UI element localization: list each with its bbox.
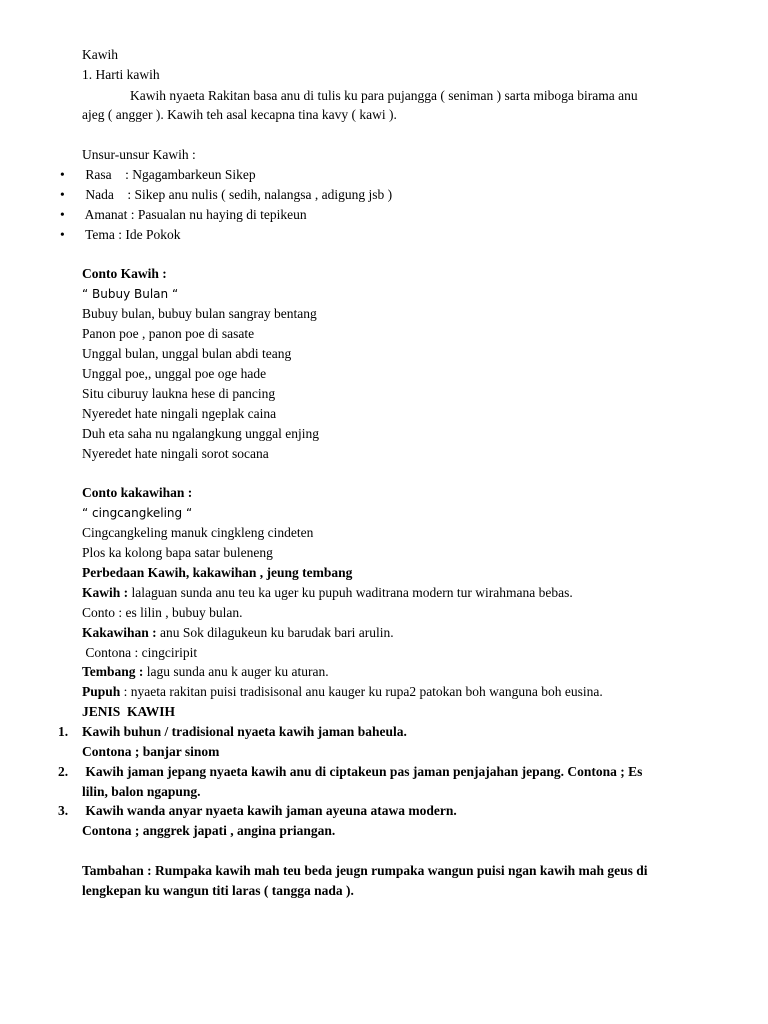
list-number: 1. bbox=[58, 724, 69, 739]
term-kakawihan: Kakawihan : bbox=[82, 625, 157, 640]
term-kawih: Kawih : bbox=[82, 585, 129, 600]
section-harti-heading: 1. Harti kawih bbox=[82, 67, 160, 82]
lyric-line: Panon poe , panon poe di sasate bbox=[82, 326, 255, 341]
conto-kakawihan-heading: Conto kakawihan : bbox=[82, 485, 193, 500]
harti-paragraph-line-2: ajeg ( angger ). Kawih teh asal kecapna tina kavy ( kawi ). bbox=[82, 107, 397, 122]
lyric-line: Duh eta saha nu ngalangkung unggal enjing bbox=[82, 426, 319, 441]
jenis-kawih-heading: JENIS KAWIH bbox=[82, 704, 176, 719]
definition-tembang bbox=[82, 662, 329, 682]
lyric-line: Unggal bulan, unggal bulan abdi teang bbox=[82, 346, 292, 361]
unsur-item-rasa: Rasa : Ngagambarkeun Sikep bbox=[82, 167, 256, 182]
lyric-line: Cingcangkeling manuk cingkleng cindeten bbox=[82, 525, 314, 540]
definition-text: lalaguan sunda anu teu ka uger ku pupuh waditrana modern tur wirahmana bebas. bbox=[128, 585, 573, 600]
definition-text: : nyaeta rakitan puisi tradisisonal anu kauger ku rupa2 patokan boh wanguna boh eusina. bbox=[120, 684, 603, 699]
definition-kakawihan bbox=[82, 623, 394, 643]
bullet-icon: • bbox=[60, 207, 65, 222]
jenis-item-line: Kawih jaman jepang nyaeta kawih anu di ciptakeun pas jaman penjajahan jepang. Contona ; Es bbox=[82, 764, 643, 779]
term-pupuh: Pupuh bbox=[82, 684, 121, 699]
definition-kawih bbox=[82, 583, 573, 603]
tambahan-line-1: Tambahan : Rumpaka kawih mah teu beda jeugn rumpaka wangun puisi ngan kawih mah geus di bbox=[82, 863, 648, 878]
definition-text: anu Sok dilagukeun ku barudak bari arulin. bbox=[156, 625, 394, 640]
song-title-cingcangkeling: “ cingcangkeling “ bbox=[82, 506, 193, 520]
conto-kawih-heading: Conto Kawih : bbox=[82, 266, 167, 281]
list-number: 3. bbox=[58, 803, 69, 818]
definition-text: lagu sunda anu k auger ku aturan. bbox=[143, 664, 329, 679]
unsur-item-tema: Tema : Ide Pokok bbox=[82, 227, 181, 242]
example-kawih: Conto : es lilin , bubuy bulan. bbox=[82, 605, 243, 620]
example-kakawihan: Contona : cingciripit bbox=[82, 645, 198, 660]
bullet-icon: • bbox=[60, 227, 65, 242]
bullet-icon: • bbox=[60, 167, 65, 182]
document-title: Kawih bbox=[82, 47, 118, 62]
harti-paragraph-line-1: Kawih nyaeta Rakitan basa anu di tulis ku para pujangga ( seniman ) sarta miboga birama anu bbox=[130, 88, 638, 103]
jenis-item-line: Contona ; anggrek japati , angina priangan. bbox=[82, 823, 336, 838]
jenis-item-line: lilin, balon ngapung. bbox=[82, 784, 201, 799]
perbedaan-heading: Perbedaan Kawih, kakawihan , jeung tembang bbox=[82, 565, 353, 580]
tambahan-line-2: lengkepan ku wangun titi laras ( tangga nada ). bbox=[82, 883, 354, 898]
unsur-item-amanat: Amanat : Pasualan nu haying di tepikeun bbox=[82, 207, 307, 222]
lyric-line: Plos ka kolong bapa satar buleneng bbox=[82, 545, 273, 560]
unsur-heading: Unsur-unsur Kawih : bbox=[82, 147, 196, 162]
lyric-line: Nyeredet hate ningali ngeplak caina bbox=[82, 406, 277, 421]
definition-pupuh bbox=[82, 682, 603, 702]
lyric-line: Situ ciburuy laukna hese di pancing bbox=[82, 386, 276, 401]
song-title-bubuy-bulan: “ Bubuy Bulan “ bbox=[82, 287, 179, 301]
list-number: 2. bbox=[58, 764, 69, 779]
lyric-line: Unggal poe,, unggal poe oge hade bbox=[82, 366, 267, 381]
jenis-item-line: Contona ; banjar sinom bbox=[82, 744, 220, 759]
jenis-item-line: Kawih wanda anyar nyaeta kawih jaman ayeuna atawa modern. bbox=[82, 803, 457, 818]
lyric-line: Nyeredet hate ningali sorot socana bbox=[82, 446, 269, 461]
lyric-line: Bubuy bulan, bubuy bulan sangray bentang bbox=[82, 306, 317, 321]
unsur-item-nada: Nada : Sikep anu nulis ( sedih, nalangsa , adigung jsb ) bbox=[82, 187, 393, 202]
jenis-item-line: Kawih buhun / tradisional nyaeta kawih jaman baheula. bbox=[82, 724, 407, 739]
term-tembang: Tembang : bbox=[82, 664, 144, 679]
bullet-icon: • bbox=[60, 187, 65, 202]
